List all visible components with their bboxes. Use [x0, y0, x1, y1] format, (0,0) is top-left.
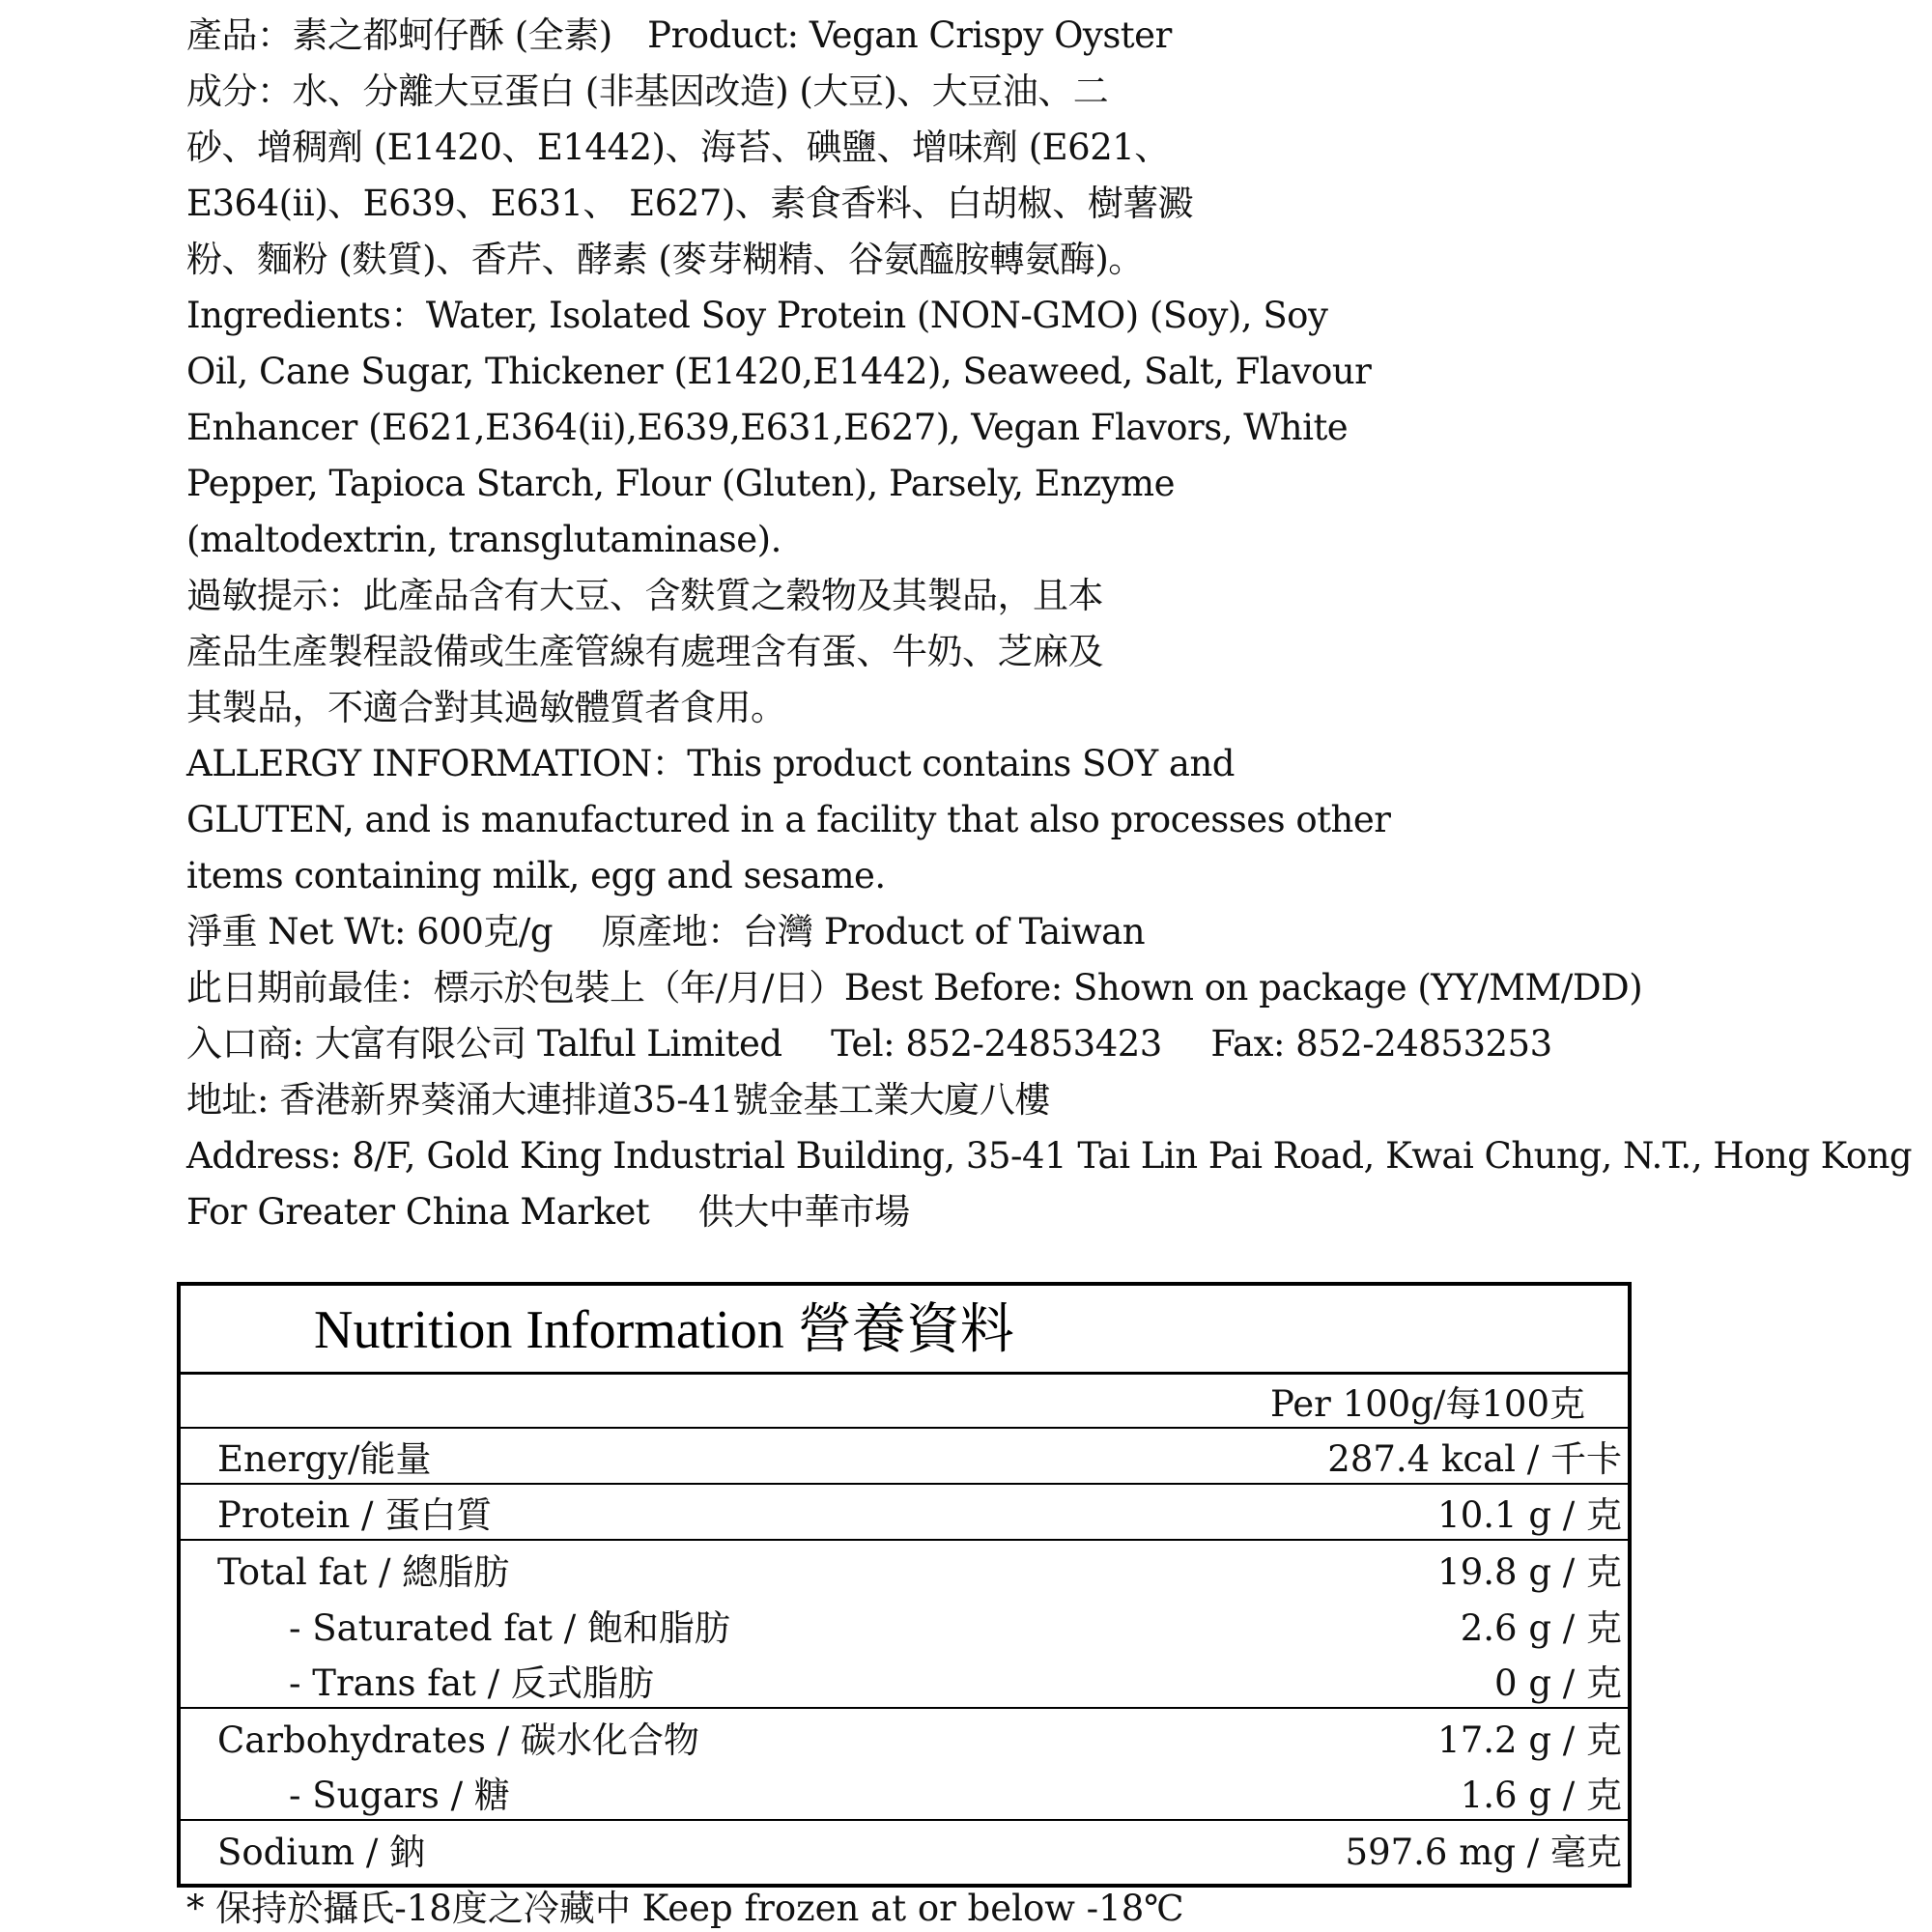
ingredients-en-line: Enhancer (E621,E364(ii),E639,E631,E627), Vegan Flavors, White: [186, 407, 1349, 448]
nutrient-value: 17.2 g / 克: [1437, 1719, 1622, 1761]
telephone: Tel: 852-24853423: [831, 1023, 1162, 1065]
ingredients-zh-line: 砂、增稠劑 (E1420、E1442)、海苔、碘鹽、增味劑 (E621、: [186, 127, 1170, 168]
allergy-en-line: GLUTEN, and is manufactured in a facility that also processes other: [186, 799, 1391, 840]
allergy-zh-line: 產品生產製程設備或生產管線有處理含有蛋、牛奶、芝麻及: [186, 631, 1103, 672]
ingredients-zh-line: 成分：水、分離大豆蛋白 (非基因改造) (大豆)、大豆油、二: [186, 71, 1109, 112]
nutrition-table: [177, 1282, 1632, 1888]
net-weight: 淨重 Net Wt: 600克/g: [186, 911, 554, 952]
product-name-en: Product: Vegan Crispy Oyster: [647, 14, 1172, 56]
address-zh-line: 地址: 香港新界葵涌大連排道35-41號金基工業大廈八樓: [186, 1079, 1050, 1121]
nutrition-row-carbohydrates: [181, 1709, 1628, 1765]
best-before-line: 此日期前最佳：標示於包裝上（年/月/日）Best Before: Shown on package (YY/MM/DD): [186, 967, 1643, 1009]
product-label-text: [186, 8, 1925, 1240]
nutrition-row-trans-fat: [181, 1653, 1628, 1709]
nutrient-value: 10.1 g / 克: [1437, 1494, 1622, 1536]
nutrient-value: 287.4 kcal / 千卡: [1327, 1438, 1622, 1480]
nutrition-header-row: [181, 1375, 1628, 1429]
storage-footnote: * 保持於攝氏-18度之冷藏中 Keep frozen at or below -18℃: [186, 1888, 1184, 1929]
nutrient-value: 0 g / 克: [1494, 1662, 1622, 1704]
market-en: For Greater China Market: [186, 1191, 650, 1233]
allergy-en-line: ALLERGY INFORMATION：This product contains SOY and: [186, 743, 1235, 784]
nutrient-name: Total fat / 總脂肪: [217, 1551, 510, 1593]
nutrition-row-total-fat: [181, 1541, 1628, 1597]
origin: 原產地：台灣 Product of Taiwan: [601, 911, 1146, 952]
ingredients-en-line: Pepper, Tapioca Starch, Flour (Gluten), Parsely, Enzyme: [186, 463, 1175, 504]
product-line: [186, 8, 1925, 64]
ingredients-en-line: Oil, Cane Sugar, Thickener (E1420,E1442), Seaweed, Salt, Flavour: [186, 351, 1372, 392]
nutrient-value: 1.6 g / 克: [1460, 1775, 1622, 1816]
nutrient-name: Energy/能量: [217, 1438, 432, 1480]
nutrient-name: Carbohydrates / 碳水化合物: [217, 1719, 699, 1761]
allergy-zh-line: 過敏提示：此產品含有大豆、含麩質之穀物及其製品，且本: [186, 575, 1103, 616]
ingredients-zh-line: E364(ii)、E639、E631、 E627)、素食香料、白胡椒、樹薯澱: [186, 183, 1194, 224]
nutrient-value: 597.6 mg / 毫克: [1345, 1832, 1622, 1873]
nutrient-value: 2.6 g / 克: [1460, 1607, 1622, 1649]
market-zh: 供大中華市場: [697, 1191, 910, 1233]
fax: Fax: 852-24853253: [1210, 1023, 1552, 1065]
nutrition-row-protein: [181, 1485, 1628, 1541]
address-en-line: Address: 8/F, Gold King Industrial Building, 35-41 Tai Lin Pai Road, Kwai Chung, N.T., Hong Kong: [186, 1135, 1913, 1177]
nutrition-row-saturated-fat: [181, 1597, 1628, 1653]
nutrient-name: - Sugars / 糖: [289, 1775, 510, 1816]
nutrition-row-sodium: [181, 1821, 1628, 1877]
ingredients-zh-line: 粉、麵粉 (麩質)、香芹、酵素 (麥芽糊精、谷氨醯胺轉氨酶)。: [186, 239, 1144, 280]
importer: 入口商: 大富有限公司 Talful Limited: [186, 1023, 782, 1065]
nutrient-value: 19.8 g / 克: [1437, 1551, 1622, 1593]
weight-origin-line: [186, 904, 1925, 960]
allergy-zh-line: 其製品，不適合對其過敏體質者食用。: [186, 687, 786, 728]
nutrition-row-sugars: [181, 1765, 1628, 1821]
ingredients-en-line: (maltodextrin, transglutaminase).: [186, 519, 781, 560]
nutrition-title: Nutrition Information 營養資料: [181, 1286, 1628, 1375]
market-line: [186, 1184, 1925, 1240]
nutrient-name: Sodium / 鈉: [217, 1832, 426, 1873]
ingredients-en-line: Ingredients：Water, Isolated Soy Protein (NON-GMO) (Soy), Soy: [186, 295, 1328, 336]
product-name-zh: 產品：素之都蚵仔酥 (全素): [186, 14, 612, 56]
per-serving-label: Per 100g/每100克: [1270, 1383, 1585, 1425]
nutrition-row-energy: [181, 1429, 1628, 1485]
nutrient-name: - Saturated fat / 飽和脂肪: [289, 1607, 730, 1649]
importer-line: [186, 1016, 1925, 1072]
allergy-en-line: items containing milk, egg and sesame.: [186, 855, 886, 896]
nutrient-name: - Trans fat / 反式脂肪: [289, 1662, 654, 1704]
nutrient-name: Protein / 蛋白質: [217, 1494, 493, 1536]
